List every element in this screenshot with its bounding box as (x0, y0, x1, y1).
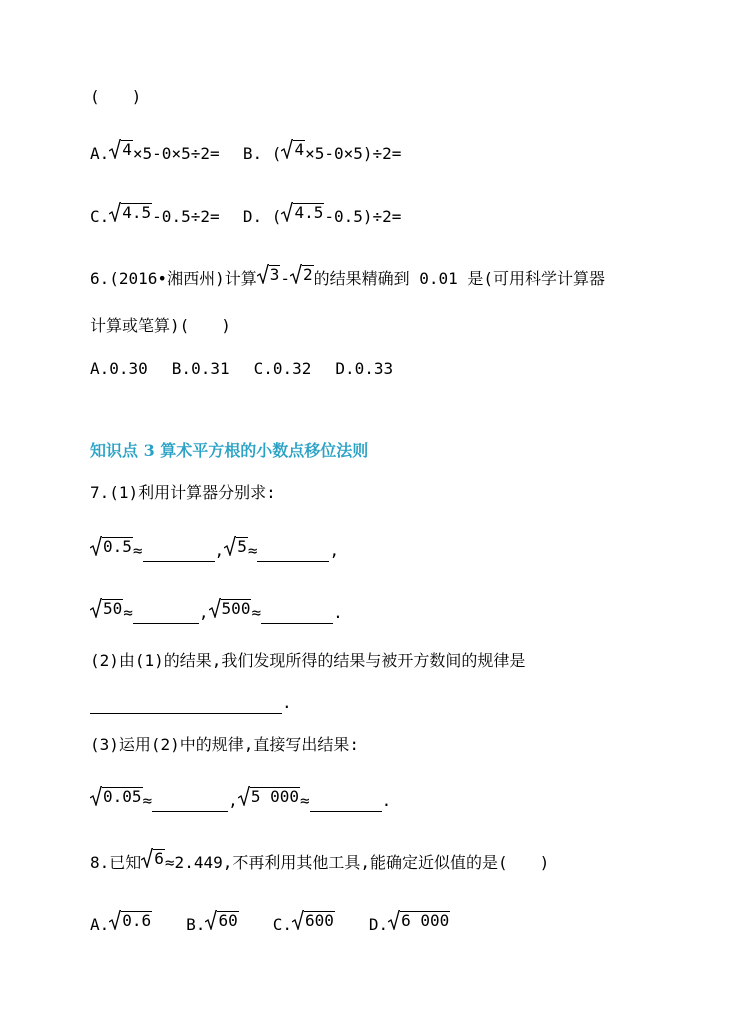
approx-sign: ≈ (123, 603, 133, 622)
sqrt-expression (388, 910, 450, 930)
radicand: 3 (269, 265, 280, 284)
radicand: 60 (218, 911, 238, 930)
sqrt-expression (90, 536, 133, 556)
sqrt-expression (281, 202, 324, 222)
radicand: 4 (122, 140, 132, 159)
approx-sign: ≈ (299, 791, 310, 810)
q6-option-c: C.0.32 (253, 359, 312, 378)
answer-blank[interactable] (90, 697, 282, 714)
radicand: 6 000 (401, 911, 450, 930)
q6-stem (90, 264, 605, 290)
sqrt-icon (109, 139, 121, 159)
sqrt-icon (109, 910, 121, 930)
q7-part2-answer-line (90, 692, 292, 714)
q8-prefix: 8.已知 (90, 853, 142, 872)
section-heading: 知识点 3 算术平方根的小数点移位法则 (90, 441, 369, 460)
comma: , (329, 541, 340, 560)
answer-blank[interactable] (143, 545, 215, 562)
q5-answer-paren: ( ) (90, 87, 142, 106)
q6-prefix: 6.(2016•湘西州)计算 (90, 269, 257, 288)
radicand: 0.5 (103, 537, 132, 556)
q8-option-c-label: C. (272, 915, 292, 934)
sqrt-expression (281, 139, 305, 159)
q7-part2: (2)由(1)的结果,我们发现所得的结果与被开方数间的规律是 (90, 651, 526, 670)
q7-row2 (90, 598, 343, 624)
sqrt-icon (257, 264, 269, 284)
sqrt-expression (90, 598, 123, 618)
sqrt-expression (109, 202, 152, 222)
option-d-label: D. (242, 207, 263, 226)
answer-blank[interactable] (133, 607, 199, 624)
q8-option-d-label: D. (368, 915, 389, 934)
answer-blank[interactable] (257, 545, 329, 562)
answer-blank[interactable] (152, 795, 228, 812)
q6-option-d: D.0.33 (335, 359, 394, 378)
sqrt-expression (257, 264, 281, 284)
comma: , (214, 541, 225, 560)
q8-options (90, 910, 450, 936)
approx-sign: ≈ (142, 791, 153, 810)
sqrt-icon (90, 598, 102, 618)
sqrt-expression (205, 910, 238, 930)
option-d-rest: -0.5)÷2= (324, 207, 402, 226)
q7-intro: 7.(1)利用计算器分别求: (90, 483, 276, 502)
sqrt-icon (109, 202, 121, 222)
sqrt-icon (281, 202, 293, 222)
comma: , (198, 603, 209, 622)
option-c-rest: -0.5÷2= (152, 207, 220, 226)
q8-stem (90, 848, 549, 874)
answer-blank[interactable] (261, 607, 333, 624)
comma: , (228, 791, 238, 810)
radicand: 5 (237, 537, 247, 556)
period: . (381, 791, 392, 810)
option-d-open: ( (271, 207, 282, 226)
q5-options-cd (90, 202, 401, 228)
q5-options-ab (90, 139, 401, 165)
option-b-rest: ×5-0×5)÷2= (305, 144, 402, 163)
sqrt-expression (109, 910, 152, 930)
radicand: 4.5 (294, 203, 324, 222)
q7-row1 (90, 536, 339, 562)
sqrt-icon (90, 786, 102, 806)
q6-stem-line2: 计算或笔算)( ) (90, 316, 231, 335)
radicand: 5 000 (250, 787, 299, 806)
sqrt-icon (281, 139, 293, 159)
option-a-label: A. (90, 144, 110, 163)
sqrt-icon (292, 910, 304, 930)
q6-option-b: B.0.31 (171, 359, 230, 378)
q6-options (90, 358, 393, 380)
sqrt-icon (90, 536, 102, 556)
sqrt-icon (224, 536, 236, 556)
q8-suffix: ≈2.449,不再利用其他工具,能确定近似值的是( ) (164, 853, 550, 872)
sqrt-icon (388, 910, 400, 930)
approx-sign: ≈ (247, 541, 258, 560)
sqrt-expression (292, 910, 335, 930)
sqrt-icon (205, 910, 217, 930)
sqrt-icon (141, 848, 153, 868)
radicand: 2 (302, 265, 313, 284)
sqrt-expression (141, 848, 165, 868)
q7-part3: (3)运用(2)中的规律,直接写出结果: (90, 735, 360, 754)
minus-sign: - (280, 269, 290, 288)
option-c-label: C. (90, 207, 110, 226)
radicand: 0.05 (103, 787, 142, 806)
radicand: 0.6 (122, 911, 152, 930)
sqrt-expression (90, 786, 143, 806)
radicand: 50 (103, 599, 123, 618)
sqrt-expression (238, 786, 300, 806)
sqrt-expression (109, 139, 133, 159)
q6-option-a: A.0.30 (90, 359, 148, 378)
period: . (282, 693, 292, 712)
q6-suffix: 的结果精确到 0.01 是(可用科学计算器 (313, 269, 606, 288)
sqrt-expression (224, 536, 248, 556)
option-a-rest: ×5-0×5÷2= (132, 144, 220, 163)
q8-option-b-label: B. (186, 915, 206, 934)
sqrt-icon (238, 786, 250, 806)
radicand: 4.5 (122, 203, 152, 222)
option-b-label: B. (242, 144, 263, 163)
radicand: 600 (304, 911, 334, 930)
q7-row3 (90, 786, 391, 812)
period: . (333, 603, 343, 622)
sqrt-icon (290, 264, 302, 284)
approx-sign: ≈ (132, 541, 143, 560)
approx-sign: ≈ (251, 603, 262, 622)
sqrt-icon (209, 598, 221, 618)
sqrt-expression (290, 264, 314, 284)
radicand: 500 (221, 599, 251, 618)
answer-blank[interactable] (310, 795, 382, 812)
radicand: 6 (154, 849, 164, 868)
radicand: 4 (294, 140, 305, 159)
sqrt-expression (209, 598, 252, 618)
option-b-open: ( (271, 144, 282, 163)
q8-option-a-label: A. (90, 915, 110, 934)
